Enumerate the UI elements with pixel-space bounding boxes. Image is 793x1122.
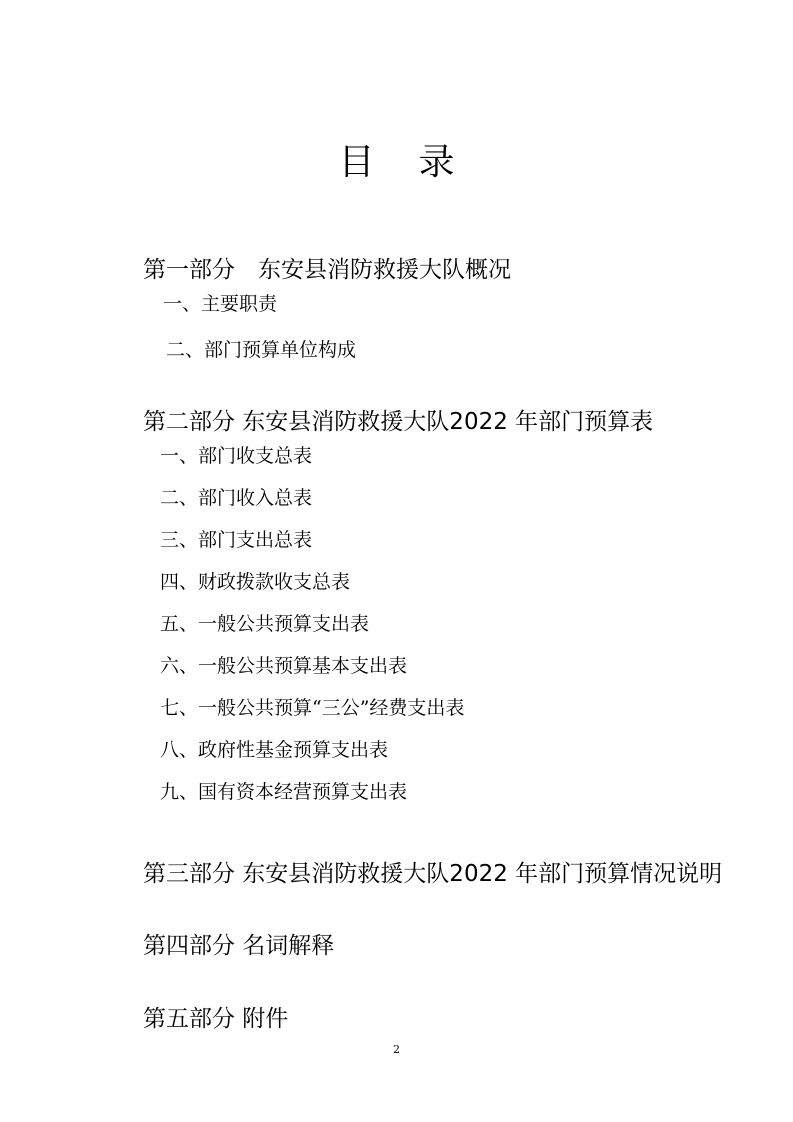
part-2-item-1: 一、部门收支总表 <box>160 445 313 467</box>
part-2-item-3: 三、部门支出总表 <box>160 529 313 551</box>
part-5-heading: 第五部分 附件 <box>143 1006 289 1032</box>
part-1-item-1: 一、主要职责 <box>163 293 278 315</box>
part-1-item-2: 二、部门预算单位构成 <box>166 339 357 361</box>
page-number: 2 <box>393 1043 400 1056</box>
part-4-heading: 第四部分 名词解释 <box>143 933 335 959</box>
part-2-item-5: 五、一般公共预算支出表 <box>160 613 370 635</box>
part-1-heading: 第一部分 东安县消防救援大队概况 <box>143 257 511 283</box>
toc-title: 目录 <box>338 142 499 183</box>
part-3-heading: 第三部分 东安县消防救援大队2022 年部门预算情况说明 <box>143 861 723 887</box>
part-2-item-4: 四、财政拨款收支总表 <box>160 571 351 593</box>
part-2-item-2: 二、部门收入总表 <box>160 487 313 509</box>
part-2-item-8: 八、政府性基金预算支出表 <box>160 739 389 761</box>
part-2-heading: 第二部分 东安县消防救援大队2022 年部门预算表 <box>143 409 654 435</box>
part-2-item-9: 九、国有资本经营预算支出表 <box>160 781 408 803</box>
part-2-item-7: 七、一般公共预算“三公”经费支出表 <box>160 697 465 719</box>
part-2-item-6: 六、一般公共预算基本支出表 <box>160 655 408 677</box>
